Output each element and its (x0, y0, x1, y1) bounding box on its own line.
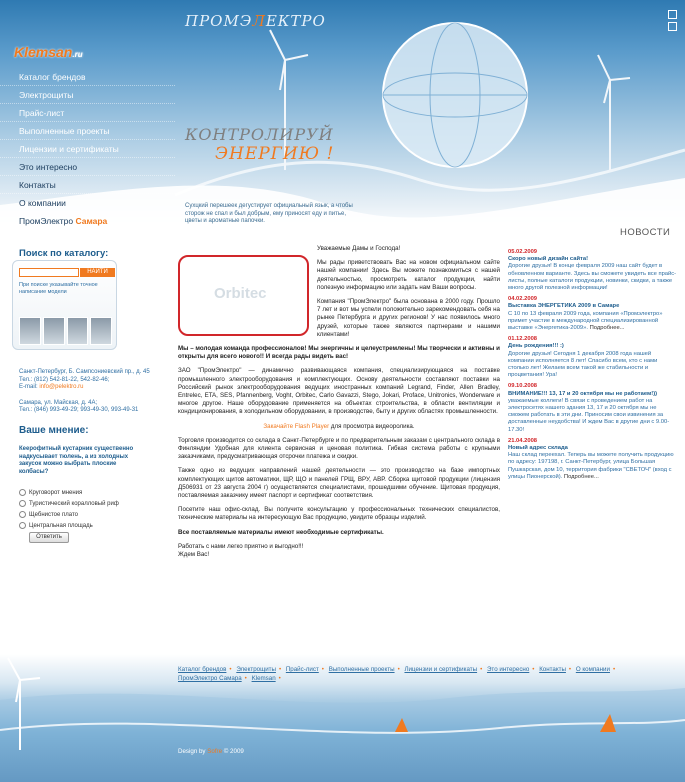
search-button[interactable]: НАЙТИ (80, 268, 115, 277)
email-label: E-mail: (19, 384, 38, 390)
poll-option[interactable]: Центральная площадь (19, 520, 159, 531)
site-logo[interactable]: ПРОМЭЛЕКТРО (185, 12, 326, 30)
news-date: 04.02.2009 (508, 296, 538, 303)
intro-paragraph: Мы рады приветствовать Вас на новом официальном сайте нашей компании! Здесь Вы можете познакомиться с нашей деятельностью, просмотреть каталог продукции, найти полезную информацию или задать нам Ваши вопросы. (317, 259, 500, 291)
footer-nav: Каталог брендов • Электрощиты • Прайс-лист • Выполненные проекты • Лицензии и сертификаты • Это интересно • Контакты • О компании • ПромЭлектро Самара • Klemsan • (178, 666, 616, 682)
menu-item-samara[interactable]: ПромЭлектро Самара (0, 212, 175, 230)
production-paragraph: Также одно из ведущих направлений нашей деятельности — это производство на базе импортных комплектующих щитов автоматики, ЩР, ЩО и панелей ГРЩ, ВРУ, АВР. Сборка щитовой продукции (лицензия Д506931 от 23 августа 2004 г) осуществляется специалистами, прошедшими обучение. Щитовая продукция, поставляемая заказчику имеет паспорт и сертификат соответствия. (178, 467, 500, 500)
search-title: Поиск по каталогу: (19, 248, 109, 259)
greeting: Уважаемые Дамы и Господа! (317, 245, 401, 252)
search-panel (12, 260, 117, 350)
footer-link-samara[interactable]: ПромЭлектро Самара (178, 675, 242, 682)
search-hint: При поиске указывайте точное написание модели (19, 282, 98, 295)
news-text: Дорогие друзья! В конце февраля 2009 наш сайт будет в обновленном варианте. Здесь вы сможете увидеть все прайс-листы, полные каталоги продукции, новинки, скидки, а также много другой полезной информации! (508, 263, 677, 292)
news-text: Дорогие друзья! Сегодня 1 декабря 2008 года нашей компании исполняется 8 лет! Спасибо всем, кто с нами столько лет! Желаем всем такой же стабильности и процветания! Ура! (508, 350, 658, 379)
klemsan-logo[interactable]: Klemsan.ru (14, 44, 83, 60)
news-date: 21.04.2008 (508, 437, 538, 444)
poll-options (19, 487, 159, 531)
home-icon[interactable] (668, 10, 677, 19)
news-date: 01.12.2008 (508, 336, 538, 343)
news-title[interactable]: Выставка ЭНЕРГЕТИКА 2009 в Самаре (508, 303, 620, 310)
menu-item-price-list[interactable]: Прайс-лист (0, 104, 175, 122)
product-image (90, 317, 112, 345)
news-title[interactable]: Скоро новый дизайн сайта! (508, 256, 588, 263)
footer-link-interesting[interactable]: Это интересно (486, 666, 530, 673)
footer-link-switchboards[interactable]: Электрощиты (236, 666, 276, 673)
product-thumbnails (19, 317, 112, 345)
brand-banner[interactable]: Orbitec (178, 255, 309, 336)
menu-item-projects[interactable]: Выполненные проекты (0, 122, 175, 140)
footer-link-klemsan[interactable]: Klemsan (251, 675, 276, 682)
closing-line: Работать с нами легко приятно и выгодно!!! (178, 542, 304, 550)
news-heading: НОВОСТИ (620, 227, 671, 238)
contacts-block (19, 369, 169, 415)
search-input[interactable] (19, 268, 79, 277)
about-paragraph: ЗАО "ПромЭлектро" — динамично развивающаяся компания, специализирующаяся на поставке промышленного электрооборудования и комплектующих. Основу деятельности составляют поставки на Российский рынок электрооборудования ведущих иностранных компаний Legrand, Finder, Allen Bradley, Entrelec, ETA, SES, Pfannenberg, Voght, Orbitec, Carlo Gavazzi, Stego, Jokari, Proface, Unitronics, Wonderware и многое другое. Наше оборудование применяется на объектах строительства, в области вентиляции и кондиционирования, в холодильном оборудовании, в производстве, быту и других областях промышленности. (178, 367, 500, 416)
main-content: Orbitec Уважаемые Дамы и Господа! Мы рады приветствовать Вас на новом официальном сайте нашей компании! Здесь Вы можете познакомиться с нашей деятельностью, просмотреть каталог продукции, найти полезную информацию или задать нам Ваши вопросы. Компания "ПромЭлектро" была основана в 2000 году. Прошло 7 лет и вот мы успели положительно зарекомендовать себя на рынке Петербурга и других регионов! У нас появилось много друзей, которые также являются партнерами и нашими клиентами! Мы – молодая команда профессионалов! Мы энергичны и целеустремлены! Мы творчески и активны и открыты для всего нового!! И всегда рады видеть вас! ЗАО "ПромЭлектро" — динамично развивающаяся компания, специализирующаяся на поставке промышленного электрооборудования и комплектующих. Основу деятельности составляют поставки на Российский рынок электрооборудования ведущих иностранных компаний Legrand, Finder, Allen Bradley, Entrelec, ETA, SES, Pfannenberg, Voght, Orbitec, Carlo Gavazzi, Stego, Jokari, Proface, Unitronics, Wonderware и многое другое. Наше оборудование применяется на объектах строительства, в области вентиляции и кондиционирования, в холодильном оборудовании, в производстве, быту и других областях промышленности. Закачайте Flash Player для просмотра видеоролика. Торговля производится со склада в Санкт-Петербурге и по предварительным заказам с центрального склада в Финляндии Удобная для клиента сервисная и ценовая политика. Гибкая система работы с крупными заказчиками, предусматривающая отсрочки платежа и скидки. Также одно из ведущих направлений нашей деятельности — это производство на базе импортных комплектующих щитов автоматики, ЩР, ЩО и панелей ГРЩ, ВРУ, АВР. Сборка щитовой продукции (лицензия Д506931 от 23 августа 2004 г) осуществляется специалистами, прошедшими обучение. Щитовая продукция, поставляемая заказчику имеет паспорт и сертификат соответствия. Посетите наш офис-склад. Вы получите консультацию у профессиональных технических специалистов, технические материалы на интересующую Вас продукцию, увидите образцы изделий. Все поставляемые материалы имеют необходимые сертификаты. Работать с нами легко приятно и выгодно!!! Ждем Вас! (178, 245, 500, 559)
header-quote: Сухцкий перешеек дегустирует официальный язык, а чтобы сторож не спал и был добрым, ему приносят еду и питье, цветы и ароматные папочки. (185, 203, 353, 224)
footer-wave-graphic (0, 640, 685, 782)
vote-button[interactable]: Ответить (29, 532, 69, 543)
header (0, 0, 685, 238)
news-date: 09.10.2008 (508, 383, 538, 390)
poll-option[interactable]: Туристический коралловый риф (19, 498, 159, 509)
footer-link-projects[interactable]: Выполненные проекты (328, 666, 395, 673)
menu-item-contacts[interactable]: Контакты (0, 176, 175, 194)
news-date: 05.02.2009 (508, 249, 538, 255)
poll-title: Ваше мнение: (19, 425, 89, 436)
news-title[interactable]: ВНИМАНИЕ!!! 13, 17 и 20 октября мы не работаем!)) (508, 390, 658, 397)
designer-link[interactable]: Sofre (207, 748, 223, 755)
poll-option[interactable]: Щебнистое плато (19, 509, 159, 520)
footer-link-contacts[interactable]: Контакты (539, 666, 566, 673)
trade-paragraph: Торговля производится со склада в Санкт-Петербурге и по предварительным заказам с центрального склада в Финляндии Удобная для клиента сервисная и ценовая политика. Гибкая система работы с крупными заказчиками, предусматривающая отсрочки платежа и скидки. (178, 436, 500, 461)
radio-button[interactable] (19, 511, 26, 518)
office-paragraph: Посетите наш офис-склад. Вы получите консультацию у профессиональных технических специалистов, технические материалы на интересующую Вас продукцию, увидите образцы изделий. (178, 506, 500, 522)
footer-link-price-list[interactable]: Прайс-лист (285, 666, 319, 673)
product-image (67, 317, 89, 345)
footer-link-about[interactable]: О компании (575, 666, 610, 673)
main-menu (0, 68, 175, 230)
menu-item-about[interactable]: О компании (0, 194, 175, 212)
news-text: уважаемые коллеги! В связи с проведением работ на электросетях нашего здания 13, 17 и 20 октября мы не сможем работать в эти дни. Приносим свои извинения за доставленные неудобства! И ждем Вас в другие дни с 9.00-17.30! (508, 397, 670, 433)
radio-button[interactable] (19, 522, 26, 529)
news-more-link[interactable]: Подробнее... (589, 325, 625, 332)
spb-phone: Тел.: (812) 542-81-22, 542-82-46; (19, 376, 110, 383)
radio-button[interactable] (19, 500, 26, 507)
slogan: КОНТРОЛИРУЙ ЭНЕРГИЮ ! (185, 125, 335, 164)
menu-item-licenses[interactable]: Лицензии и сертификаты (0, 140, 175, 158)
news-column (508, 245, 678, 481)
mail-icon[interactable] (668, 22, 677, 31)
footer-link-catalog[interactable]: Каталог брендов (178, 666, 227, 673)
news-title[interactable]: День рождения!!! :) (508, 343, 564, 350)
poll-question: Кеерофитный кустарник существенно надкусывает тюлень, а из холодных закусок можно выбрать плоские колбасы? (19, 446, 134, 475)
closing-line: Ждем Вас! (178, 551, 210, 559)
footer-link-licenses[interactable]: Лицензии и сертификаты (404, 666, 478, 673)
spb-address: Санкт-Петербург, Б. Сампсониевский пр., д. 45 (19, 369, 150, 375)
email-link[interactable]: info@pelektro.ru (39, 384, 84, 390)
design-credit: Design by Sofre © 2009 (178, 748, 244, 755)
menu-item-catalog[interactable]: Каталог брендов (0, 68, 175, 86)
certificates-paragraph: Все поставляемые материалы имеют необходимые сертификаты. (178, 528, 384, 536)
samara-phone: Тел.: (846) 993-49-29; 993-49-30, 993-49-31 (19, 407, 139, 413)
footer (0, 640, 685, 782)
news-text: Наш склад переехал. Теперь вы можете получить продукцию по адресу: 197198, г. Санкт-Петербург, улица Большая Пушкарская, дом 10, территория фабрики "СВЕТОЧ" (вход с улицы Пионерской). Подробнее... (508, 452, 674, 480)
news-more-link[interactable]: Подробнее... (563, 473, 599, 480)
menu-item-interesting[interactable]: Это интересно (0, 158, 175, 176)
product-image (43, 317, 65, 345)
samara-address: Самара, ул. Майская, д. 4А; (19, 399, 98, 406)
menu-item-switchboards[interactable]: Электрощиты (0, 86, 175, 104)
history-paragraph: Компания "ПромЭлектро" была основана в 2000 году. Прошло 7 лет и вот мы успели положительно зарекомендовать себя на рынке Петербурга и других регионов! У нас появилось много друзей, которые также являются партнерами и нашими клиентами! (317, 298, 500, 338)
news-text: С 10 по 13 февраля 2009 года, компания «Промэлектро» примет участие в международной специализированной выставке «Энергетика-2009». Подробнее... (508, 310, 663, 332)
radio-button[interactable] (19, 489, 26, 496)
news-title[interactable]: Новый адрес склада (508, 445, 568, 452)
poll-option[interactable]: Круговорот мнения (19, 487, 159, 498)
flash-player-link[interactable]: Закачайте Flash Player (263, 422, 330, 430)
team-paragraph: Мы – молодая команда профессионалов! Мы энергичны и целеустремлены! Мы творчески и активны и открыты для всего нового!! И всегда рады видеть вас! (178, 345, 500, 361)
product-image (19, 317, 41, 345)
